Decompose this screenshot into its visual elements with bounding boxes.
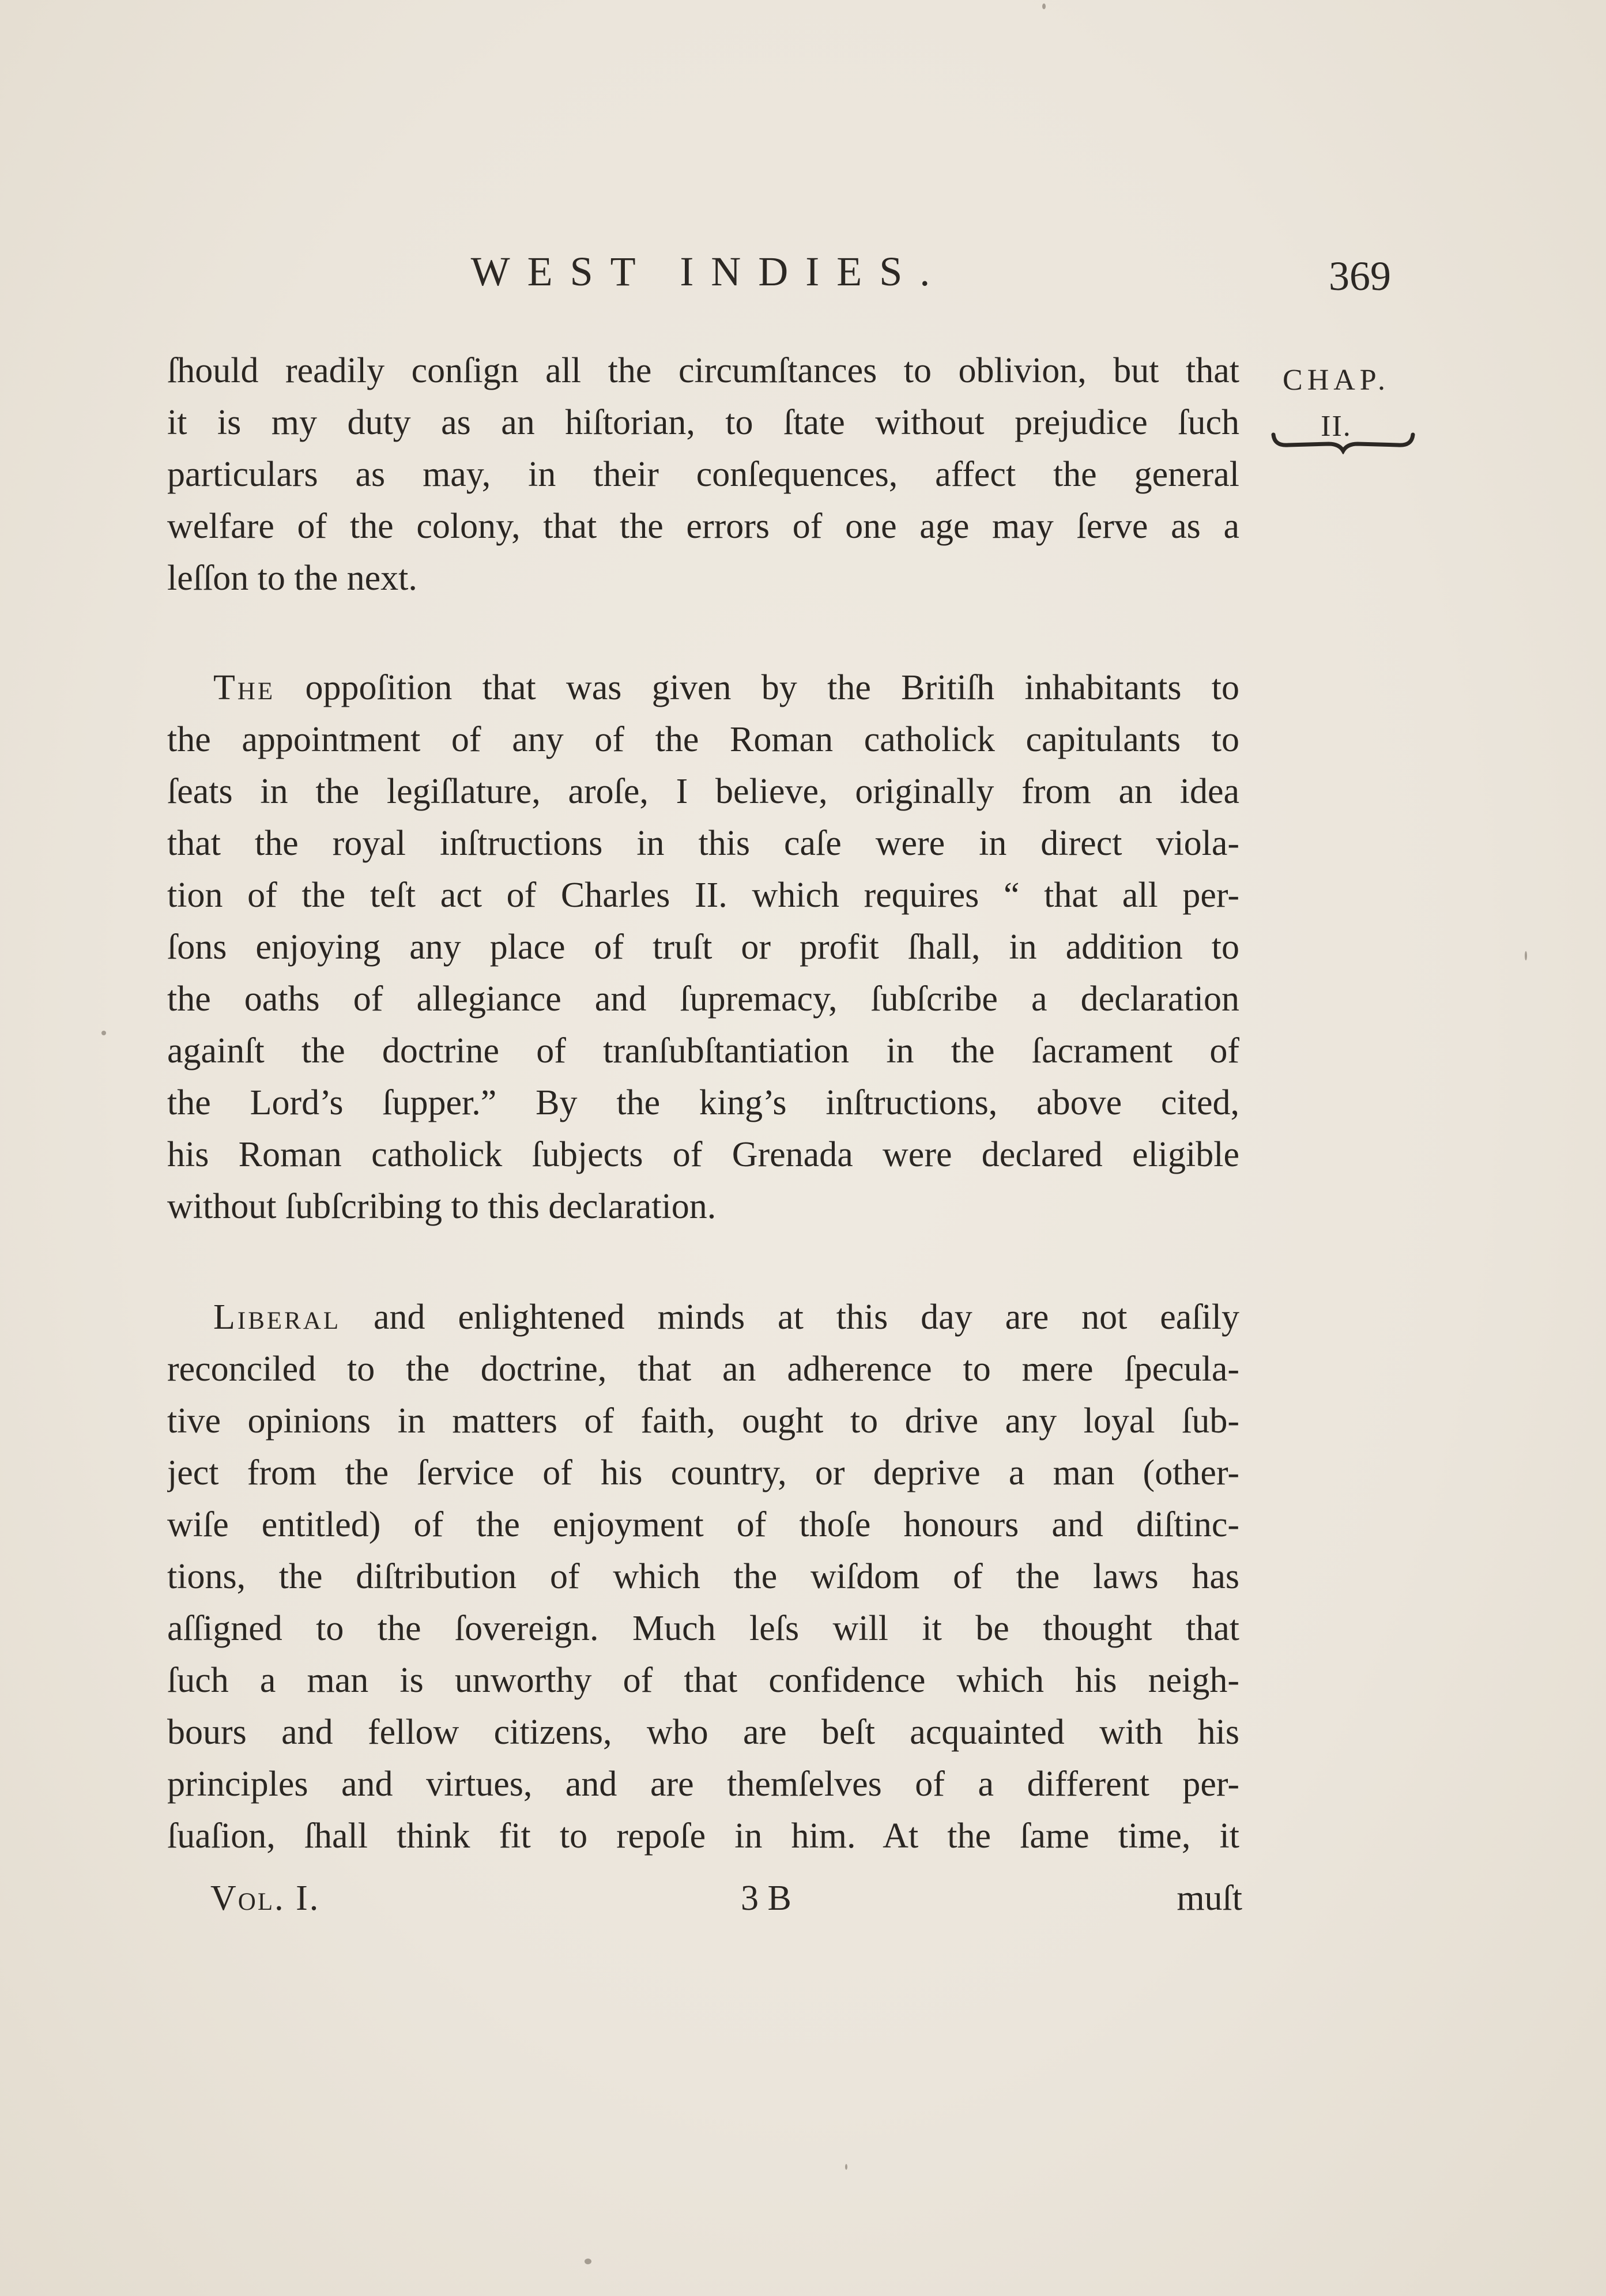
paragraph-1 <box>167 345 1239 604</box>
catchword: muſt <box>1177 1879 1242 1918</box>
text-line: ſeats in the legiſlature, aroſe, I believe, originally from an idea <box>167 772 1239 811</box>
speck <box>585 2259 591 2264</box>
text-line: ſhould readily conſign all the circumſtances to oblivion, but that <box>167 351 1239 390</box>
running-head: WEST INDIES. <box>470 248 948 295</box>
text-line: that the royal inſtructions in this caſe were in direct viola- <box>167 824 1239 863</box>
paragraph-2 <box>167 662 1239 1232</box>
text-line: reconciled to the doctrine, that an adherence to mere ſpecula- <box>167 1349 1239 1389</box>
volume-label: Vol. I. <box>210 1879 321 1918</box>
text-line: aſſigned to the ſovereign. Much leſs will it be thought that <box>167 1609 1239 1648</box>
text-line: it is my duty as an hiſtorian, to ſtate without prejudice ſuch <box>167 403 1239 442</box>
text-line: bours and fellow citizens, who are beſt acquainted with his <box>167 1713 1239 1752</box>
text-line: wiſe entitled) of the enjoyment of thoſe honours and diſtinc- <box>167 1505 1239 1544</box>
text-line: the appointment of any of the Roman catholick capitulants to <box>167 720 1239 759</box>
text-line: welfare of the colony, that the errors of one age may ſerve as a <box>167 507 1239 546</box>
page-footer <box>210 1872 1242 1924</box>
text-line: ſuch a man is unworthy of that confidence which his neigh- <box>167 1661 1239 1700</box>
paragraph-3 <box>167 1291 1239 1862</box>
small-caps-lead: Liberal <box>213 1298 341 1337</box>
text-line: the oaths of allegiance and ſupremacy, ſubſcribe a declaration <box>167 979 1239 1019</box>
speck <box>1042 3 1046 9</box>
curly-brace-ornament <box>1271 431 1415 454</box>
text-line: tive opinions in matters of faith, ought to drive any loyal ſub- <box>167 1401 1239 1441</box>
text-line: his Roman catholick ſubjects of Grenada were declared eligible <box>167 1135 1239 1174</box>
text-line: the Lord’s ſupper.” By the king’s inſtructions, above cited, <box>167 1083 1239 1122</box>
speck <box>101 1031 106 1035</box>
text-line: principles and virtues, and are themſelves of a different per- <box>167 1765 1239 1804</box>
text-line: ject from the ſervice of his country, or deprive a man (other- <box>167 1453 1239 1492</box>
text-line: againſt the doctrine of tranſubſtantiation in the ſacrament of <box>167 1031 1239 1070</box>
text-line: leſſon to the next. <box>167 559 417 598</box>
speck <box>1525 951 1527 960</box>
text-line-rest: and enlightened minds at this day are not eaſily <box>341 1298 1239 1337</box>
text-line: tion of the teſt act of Charles II. which requires “ that all per- <box>167 876 1239 915</box>
text-line: particulars as may, in their conſequences, affect the general <box>167 455 1239 494</box>
text-line: ſons enjoying any place of truſt or profit ſhall, in addition to <box>167 928 1239 967</box>
small-caps-lead: The <box>213 668 276 707</box>
text-line: tions, the diſtribution of which the wiſdom of the laws has <box>167 1557 1239 1596</box>
side-note-chap: CHAP. <box>1283 364 1390 397</box>
speck <box>845 2164 847 2170</box>
text-line <box>167 662 1239 714</box>
signature-mark: 3 B <box>741 1879 791 1918</box>
text-line: without ſubſcribing to this declaration. <box>167 1187 717 1226</box>
text-line: ſuaſion, ſhall think fit to repoſe in him. At the ſame time, it <box>167 1816 1239 1856</box>
side-note-number: II. <box>1321 410 1352 443</box>
page-number: 369 <box>1329 253 1391 299</box>
text-line-rest: oppoſition that was given by the Britiſh inhabitants to <box>275 668 1239 707</box>
text-line <box>167 1291 1239 1343</box>
